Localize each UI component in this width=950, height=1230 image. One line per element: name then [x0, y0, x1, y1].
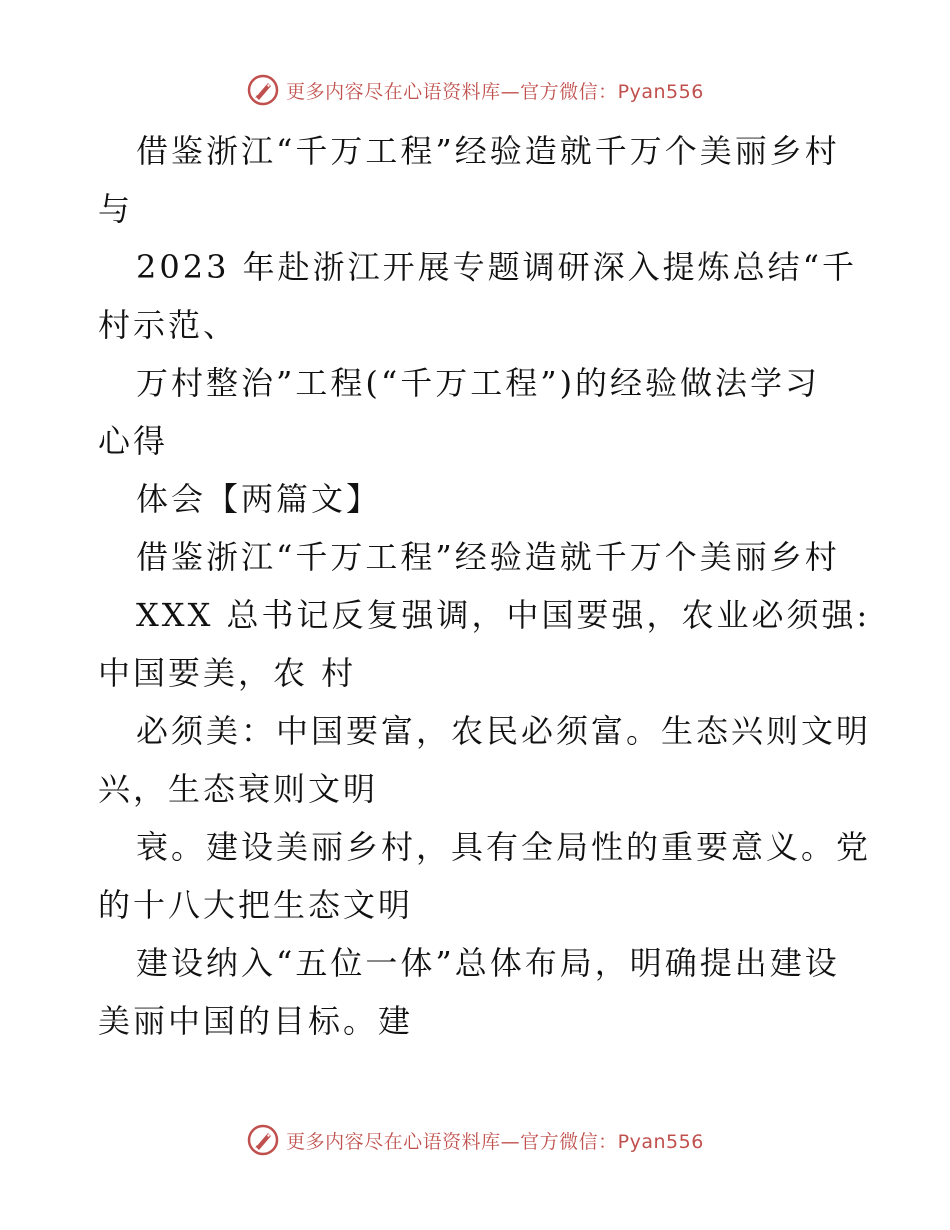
text-line: 必须美：中国要富，农民必须富。生态兴则文明 [136, 712, 872, 750]
text-line: 借鉴浙江“千万工程”经验造就千万个美丽乡村 [136, 132, 840, 170]
text-line: 万村整治”工程(“千万工程”)的经验做法学习 [136, 364, 821, 402]
text-line: 中国要美，农 村 [98, 654, 357, 692]
text-line: 2023 年赴浙江开展专题调研深入提炼总结“千 [136, 248, 857, 286]
pen-nib-logo-icon [246, 73, 280, 107]
text-line: 与 [98, 190, 134, 228]
text-line: 村示范、 [98, 306, 239, 344]
text-line: 美丽中国的目标。建 [98, 1002, 414, 1040]
document-body [98, 122, 872, 1050]
text-line: XXX 总书记反复强调，中国要强，农业必须强: [136, 596, 871, 634]
text-line: 兴，生态衰则文明 [98, 770, 379, 808]
text-line: 心得 [98, 422, 169, 460]
text-line: 衰。建设美丽乡村，具有全局性的重要意义。党 [136, 828, 872, 866]
footer-banner-text: 更多内容尽在心语资料库—官方微信：Pyan556 [286, 1130, 704, 1153]
text-line: 借鉴浙江“千万工程”经验造就千万个美丽乡村 [136, 538, 840, 576]
pen-nib-logo-icon [246, 1123, 280, 1157]
text-line: 建设纳入“五位一体”总体布局，明确提出建设 [136, 944, 840, 982]
header-banner [0, 70, 950, 110]
header-banner-text: 更多内容尽在心语资料库—官方微信：Pyan556 [286, 80, 704, 103]
text-line: 体会【两篇文】 [136, 480, 382, 518]
footer-banner [0, 1120, 950, 1160]
text-line: 的十八大把生态文明 [98, 886, 414, 924]
